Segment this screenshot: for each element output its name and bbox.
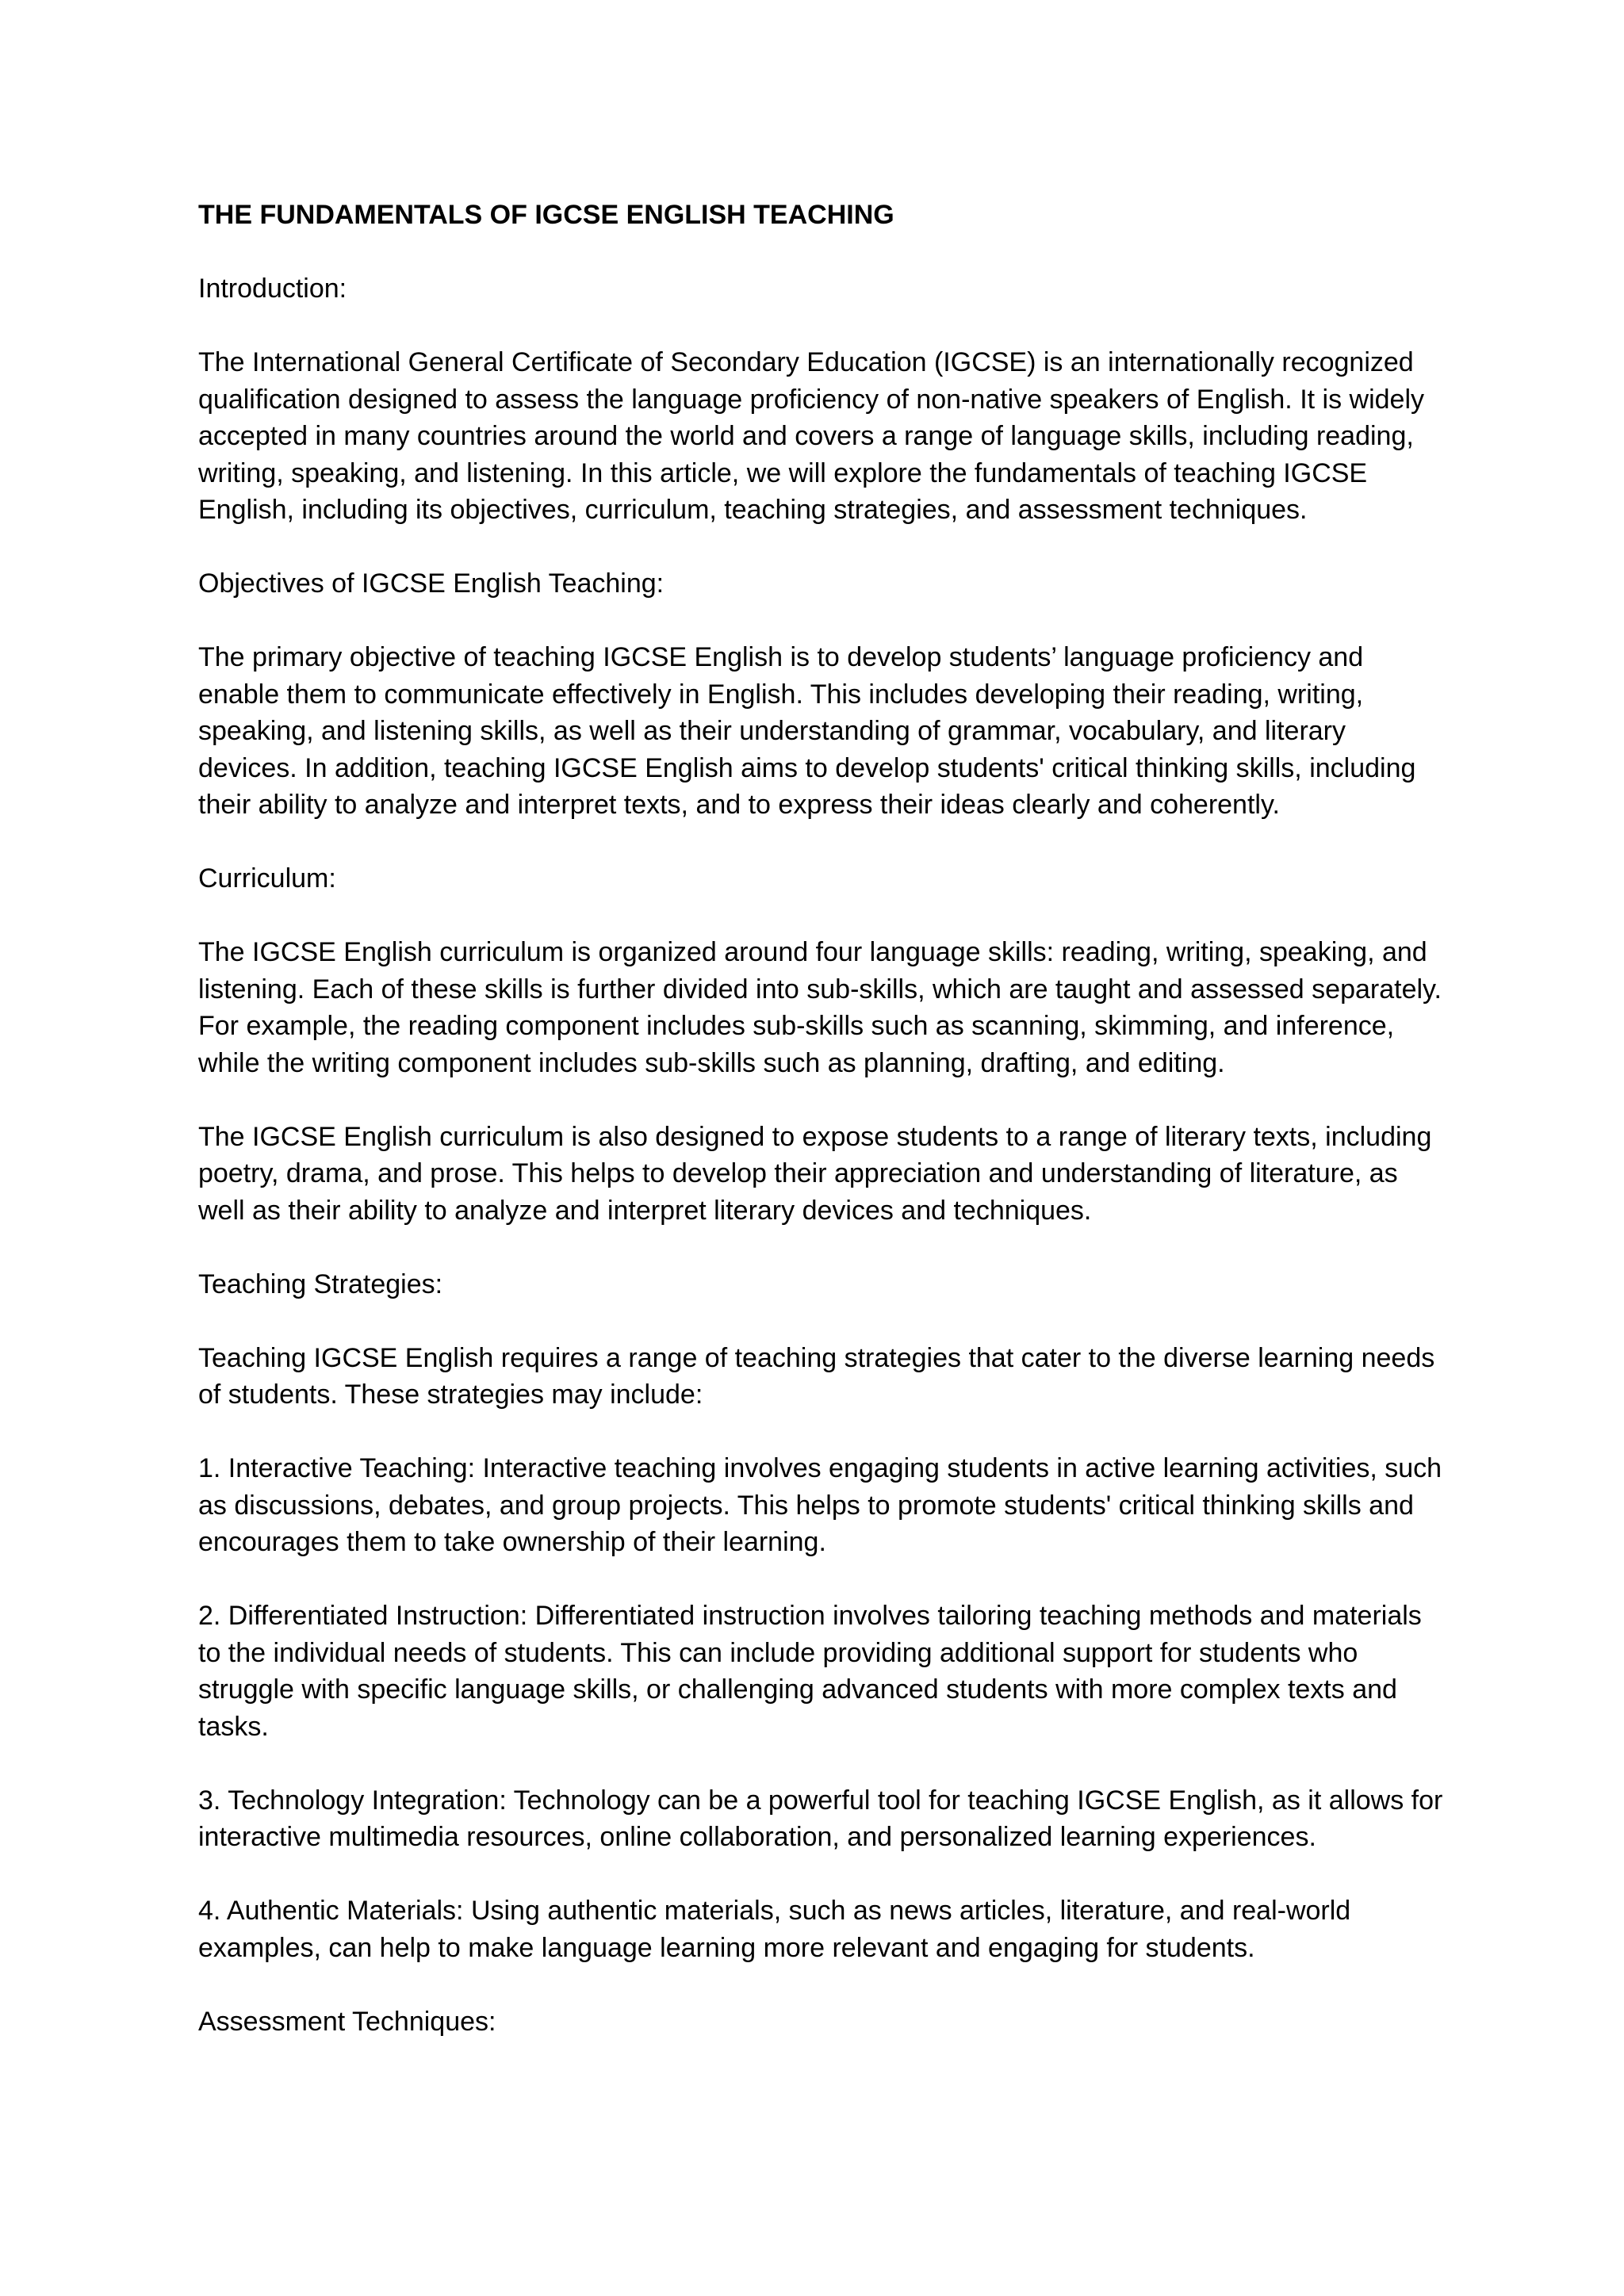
strategies-intro-paragraph: Teaching IGCSE English requires a range of teaching strategies that cater to the diverse learning needs of students. These strategies may include:: [198, 1342, 1435, 1410]
strategy-item-1: 1. Interactive Teaching: Interactive teaching involves engaging students in active learning activities, such as discussions, debates, and group projects. This helps to promote students' critical thinking skills and encourages them to take ownership of their learning.: [198, 1453, 1442, 1557]
strategy-item-3: 3. Technology Integration: Technology can be a powerful tool for teaching IGCSE English, as it allows for interactive multimedia resources, online collaboration, and personalized learning experiences.: [198, 1785, 1443, 1852]
strategy-item-4: 4. Authentic Materials: Using authentic materials, such as news articles, literature, and real-world examples, can help to make language learning more relevant and engaging for students.: [198, 1896, 1351, 1963]
introduction-paragraph: The International General Certificate of Secondary Education (IGCSE) is an internationally recognized qualification designed to assess the language proficiency of non-native speakers of English. It is widely accepted in many countries around the world and covers a range of language skills, including reading, writing, speaking, and listening. In this article, we will explore the fundamentals of teaching IGCSE English, including its objectives, curriculum, teaching strategies, and assessment techniques.: [198, 347, 1425, 525]
assessment-heading: Assessment Techniques:: [198, 2006, 496, 2037]
curriculum-paragraph-2: The IGCSE English curriculum is also designed to expose students to a range of literary texts, including poetry, drama, and prose. This helps to develop their appreciation and understanding of literature, as well as their ability to analyze and interpret literary devices and techniques.: [198, 1121, 1432, 1226]
curriculum-paragraph-1: The IGCSE English curriculum is organized around four language skills: reading, writing, speaking, and listening. Each of these skills is further divided into sub-skills, which are taught and assessed separately. For example, the reading component includes sub-skills such as scanning, skimming, and inference, while the writing component includes sub-skills such as planning, drafting, and editing.: [198, 937, 1442, 1078]
document-title: THE FUNDAMENTALS OF IGCSE ENGLISH TEACHING: [198, 200, 894, 230]
strategies-heading: Teaching Strategies:: [198, 1269, 443, 1299]
curriculum-heading: Curriculum:: [198, 863, 336, 894]
introduction-heading: Introduction:: [198, 274, 347, 304]
objectives-heading: Objectives of IGCSE English Teaching:: [198, 568, 665, 599]
strategy-item-2: 2. Differentiated Instruction: Differentiated instruction involves tailoring teaching methods and materials to the individual needs of students. This can include providing additional support for students who struggle with specific language skills, or challenging advanced students with more complex texts and tasks.: [198, 1601, 1422, 1742]
document-body: [198, 197, 1451, 2077]
objectives-paragraph: The primary objective of teaching IGCSE English is to develop students’ language proficiency and enable them to communicate effectively in English. This includes developing their reading, writing, speaking, and listening skills, as well as their understanding of grammar, vocabulary, and literary devices. In addition, teaching IGCSE English aims to develop students' critical thinking skills, including their ability to analyze and interpret texts, and to express their ideas clearly and coherently.: [198, 642, 1416, 820]
